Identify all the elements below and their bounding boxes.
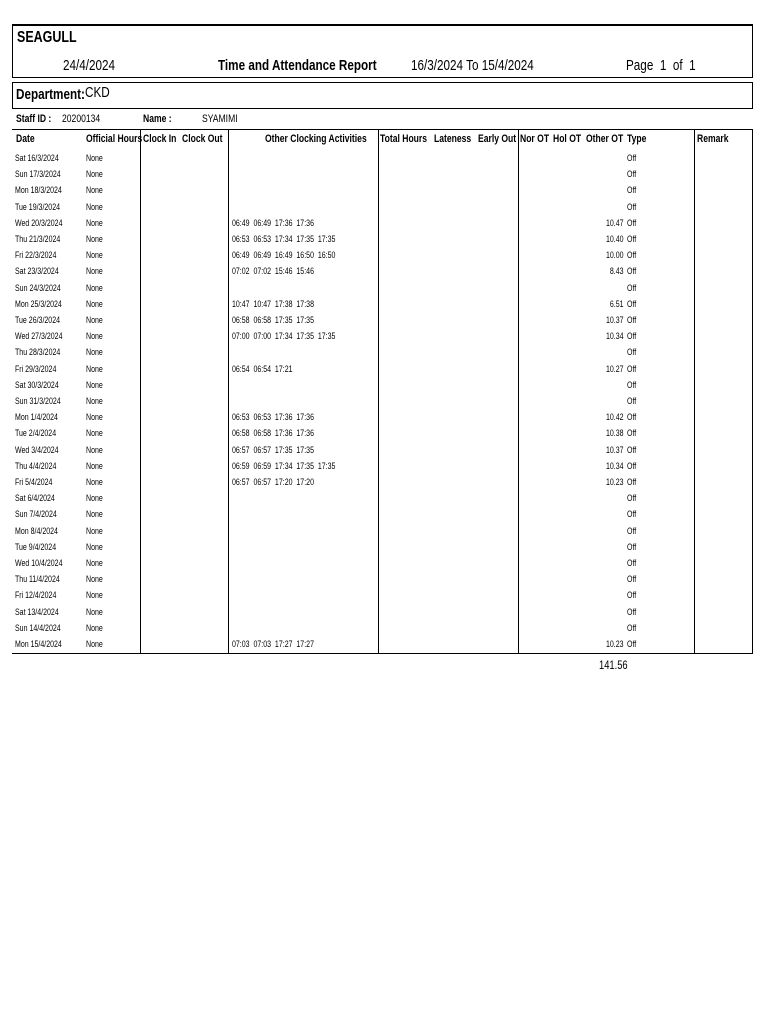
report-header-box: [12, 24, 753, 78]
row-date: Thu 11/4/2024: [15, 574, 60, 584]
row-date: Tue 26/3/2024: [15, 315, 61, 325]
row-type: Off: [627, 461, 637, 471]
col-header-nor-ot: Nor OT: [520, 133, 550, 145]
row-official-hours: None: [86, 493, 103, 503]
row-type: Off: [627, 185, 637, 195]
department-box: [12, 82, 753, 109]
row-other-ot: 10.37: [606, 445, 624, 455]
col-header-total-hours: Total Hours: [380, 133, 428, 145]
row-type: Off: [627, 477, 637, 487]
row-type: Off: [627, 380, 637, 390]
row-date: Sat 30/3/2024: [15, 380, 59, 390]
row-type: Off: [627, 445, 637, 455]
table-row: [12, 153, 752, 165]
row-other-ot: 10.34: [606, 331, 624, 341]
col-header-type: Type: [627, 133, 647, 145]
table-row: [12, 250, 752, 262]
row-date: Wed 27/3/2024: [15, 331, 63, 341]
row-date: Sun 7/4/2024: [15, 509, 57, 519]
row-date: Mon 1/4/2024: [15, 412, 58, 422]
col-header-clock-in: Clock In: [143, 133, 177, 145]
row-other-ot: 10.00: [606, 250, 624, 260]
table-row: [12, 331, 752, 343]
col-header-remark: Remark: [697, 133, 729, 145]
table-row: [12, 169, 752, 181]
row-other-ot: 8.43: [610, 266, 624, 276]
row-date: Mon 25/3/2024: [15, 299, 62, 309]
report-period: 16/3/2024 To 15/4/2024: [411, 57, 534, 74]
table-row: [12, 266, 752, 278]
row-other-clocking: 06:49 06:49 16:49 16:50 16:50: [232, 250, 336, 260]
col-header-lateness: Lateness: [434, 133, 472, 145]
row-other-clocking: 06:58 06:58 17:36 17:36: [232, 428, 314, 438]
row-official-hours: None: [86, 266, 103, 276]
table-row: [12, 574, 752, 586]
row-official-hours: None: [86, 639, 103, 649]
row-other-clocking: 07:03 07:03 17:27 17:27: [232, 639, 314, 649]
row-other-ot: 6.51: [610, 299, 624, 309]
row-official-hours: None: [86, 542, 103, 552]
staff-id-label: Staff ID :: [16, 113, 52, 125]
row-date: Sun 17/3/2024: [15, 169, 61, 179]
row-date: Sat 6/4/2024: [15, 493, 55, 503]
row-type: Off: [627, 283, 637, 293]
row-official-hours: None: [86, 283, 103, 293]
table-row: [12, 218, 752, 230]
row-official-hours: None: [86, 380, 103, 390]
row-other-clocking: 10:47 10:47 17:38 17:38: [232, 299, 314, 309]
row-date: Sun 24/3/2024: [15, 283, 61, 293]
row-type: Off: [627, 218, 637, 228]
staff-name-label: Name :: [143, 113, 172, 125]
row-official-hours: None: [86, 153, 103, 163]
row-type: Off: [627, 331, 637, 341]
table-row: [12, 526, 752, 538]
table-row: [12, 396, 752, 408]
row-type: Off: [627, 574, 637, 584]
row-type: Off: [627, 202, 637, 212]
table-row: [12, 299, 752, 311]
col-header-other-clocking: Other Clocking Activities: [265, 133, 367, 145]
table-row: [12, 283, 752, 295]
row-date: Fri 5/4/2024: [15, 477, 53, 487]
row-other-clocking: 06:49 06:49 17:36 17:36: [232, 218, 314, 228]
table-row: [12, 590, 752, 602]
col-header-early-out: Early Out: [478, 133, 517, 145]
table-row: [12, 493, 752, 505]
row-official-hours: None: [86, 202, 103, 212]
row-official-hours: None: [86, 607, 103, 617]
attendance-table: [12, 129, 753, 654]
row-type: Off: [627, 493, 637, 503]
row-date: Fri 12/4/2024: [15, 590, 57, 600]
table-row: [12, 234, 752, 246]
row-other-clocking: 06:54 06:54 17:21: [232, 364, 293, 374]
row-type: Off: [627, 250, 637, 260]
row-date: Tue 2/4/2024: [15, 428, 57, 438]
row-type: Off: [627, 299, 637, 309]
table-row: [12, 558, 752, 570]
row-type: Off: [627, 542, 637, 552]
row-other-ot: 10.42: [606, 412, 624, 422]
row-date: Tue 19/3/2024: [15, 202, 61, 212]
row-official-hours: None: [86, 315, 103, 325]
row-official-hours: None: [86, 299, 103, 309]
row-official-hours: None: [86, 396, 103, 406]
row-type: Off: [627, 428, 637, 438]
row-other-ot: 10.23: [606, 639, 624, 649]
row-date: Wed 10/4/2024: [15, 558, 63, 568]
row-other-ot: 10.34: [606, 461, 624, 471]
row-other-ot: 10.40: [606, 234, 624, 244]
col-header-clock-out: Clock Out: [182, 133, 223, 145]
row-date: Mon 8/4/2024: [15, 526, 58, 536]
row-type: Off: [627, 347, 637, 357]
row-other-ot: 10.37: [606, 315, 624, 325]
table-row: [12, 347, 752, 359]
row-official-hours: None: [86, 526, 103, 536]
table-row: [12, 185, 752, 197]
row-official-hours: None: [86, 364, 103, 374]
row-other-ot: 10.23: [606, 477, 624, 487]
row-date: Tue 9/4/2024: [15, 542, 57, 552]
table-row: [12, 639, 752, 651]
row-official-hours: None: [86, 574, 103, 584]
page-info: Page 1 of 1: [626, 57, 696, 74]
row-date: Mon 18/3/2024: [15, 185, 62, 195]
table-row: [12, 623, 752, 635]
row-other-clocking: 07:02 07:02 15:46 15:46: [232, 266, 314, 276]
table-row: [12, 445, 752, 457]
row-type: Off: [627, 315, 637, 325]
company-name: SEAGULL: [17, 29, 77, 46]
row-official-hours: None: [86, 347, 103, 357]
row-other-clocking: 06:53 06:53 17:34 17:35 17:35: [232, 234, 336, 244]
row-official-hours: None: [86, 169, 103, 179]
table-row: [12, 542, 752, 554]
row-other-clocking: 06:59 06:59 17:34 17:35 17:35: [232, 461, 336, 471]
row-date: Wed 3/4/2024: [15, 445, 59, 455]
table-row: [12, 477, 752, 489]
row-date: Wed 20/3/2024: [15, 218, 63, 228]
row-other-clocking: 06:57 06:57 17:35 17:35: [232, 445, 314, 455]
row-official-hours: None: [86, 331, 103, 341]
row-other-ot: 10.47: [606, 218, 624, 228]
row-official-hours: None: [86, 445, 103, 455]
table-row: [12, 461, 752, 473]
staff-info: [14, 113, 754, 127]
row-other-clocking: 06:57 06:57 17:20 17:20: [232, 477, 314, 487]
row-date: Thu 28/3/2024: [15, 347, 61, 357]
col-header-official-hours: Official Hours: [86, 133, 143, 145]
row-date: Fri 29/3/2024: [15, 364, 57, 374]
row-type: Off: [627, 169, 637, 179]
row-official-hours: None: [86, 428, 103, 438]
row-type: Off: [627, 558, 637, 568]
row-official-hours: None: [86, 412, 103, 422]
row-other-clocking: 06:53 06:53 17:36 17:36: [232, 412, 314, 422]
row-date: Sun 31/3/2024: [15, 396, 61, 406]
row-type: Off: [627, 623, 637, 633]
column-divider: [752, 130, 753, 653]
row-date: Fri 22/3/2024: [15, 250, 57, 260]
row-date: Sat 16/3/2024: [15, 153, 59, 163]
row-other-clocking: 06:58 06:58 17:35 17:35: [232, 315, 314, 325]
row-official-hours: None: [86, 477, 103, 487]
row-type: Off: [627, 153, 637, 163]
row-type: Off: [627, 590, 637, 600]
report-title: Time and Attendance Report: [218, 57, 377, 74]
row-type: Off: [627, 526, 637, 536]
table-row: [12, 364, 752, 376]
col-header-other-ot: Other OT: [586, 133, 624, 145]
table-row: [12, 202, 752, 214]
row-official-hours: None: [86, 509, 103, 519]
row-type: Off: [627, 266, 637, 276]
row-type: Off: [627, 412, 637, 422]
table-row: [12, 428, 752, 440]
row-date: Sat 23/3/2024: [15, 266, 59, 276]
col-header-hol-ot: Hol OT: [553, 133, 582, 145]
table-row: [12, 509, 752, 521]
table-row: [12, 380, 752, 392]
row-official-hours: None: [86, 234, 103, 244]
row-official-hours: None: [86, 558, 103, 568]
row-date: Mon 15/4/2024: [15, 639, 62, 649]
department-value: CKD: [85, 84, 110, 101]
row-type: Off: [627, 234, 637, 244]
row-other-ot: 10.38: [606, 428, 624, 438]
row-type: Off: [627, 639, 637, 649]
row-type: Off: [627, 607, 637, 617]
row-type: Off: [627, 396, 637, 406]
table-row: [12, 412, 752, 424]
staff-name-value: SYAMIMI: [202, 113, 238, 125]
row-official-hours: None: [86, 461, 103, 471]
row-type: Off: [627, 509, 637, 519]
row-date: Sat 13/4/2024: [15, 607, 59, 617]
table-row: [12, 315, 752, 327]
department-label: Department:: [16, 86, 85, 103]
staff-id-value: 20200134: [62, 113, 101, 125]
row-official-hours: None: [86, 623, 103, 633]
row-official-hours: None: [86, 590, 103, 600]
row-other-clocking: 07:00 07:00 17:34 17:35 17:35: [232, 331, 336, 341]
row-type: Off: [627, 364, 637, 374]
row-date: Thu 21/3/2024: [15, 234, 61, 244]
row-official-hours: None: [86, 250, 103, 260]
row-date: Sun 14/4/2024: [15, 623, 61, 633]
row-official-hours: None: [86, 218, 103, 228]
report-date: 24/4/2024: [63, 57, 116, 74]
row-official-hours: None: [86, 185, 103, 195]
table-row: [12, 607, 752, 619]
row-date: Thu 4/4/2024: [15, 461, 57, 471]
other-ot-total: 141.56: [599, 658, 628, 672]
col-header-date: Date: [16, 133, 35, 145]
row-other-ot: 10.27: [606, 364, 624, 374]
